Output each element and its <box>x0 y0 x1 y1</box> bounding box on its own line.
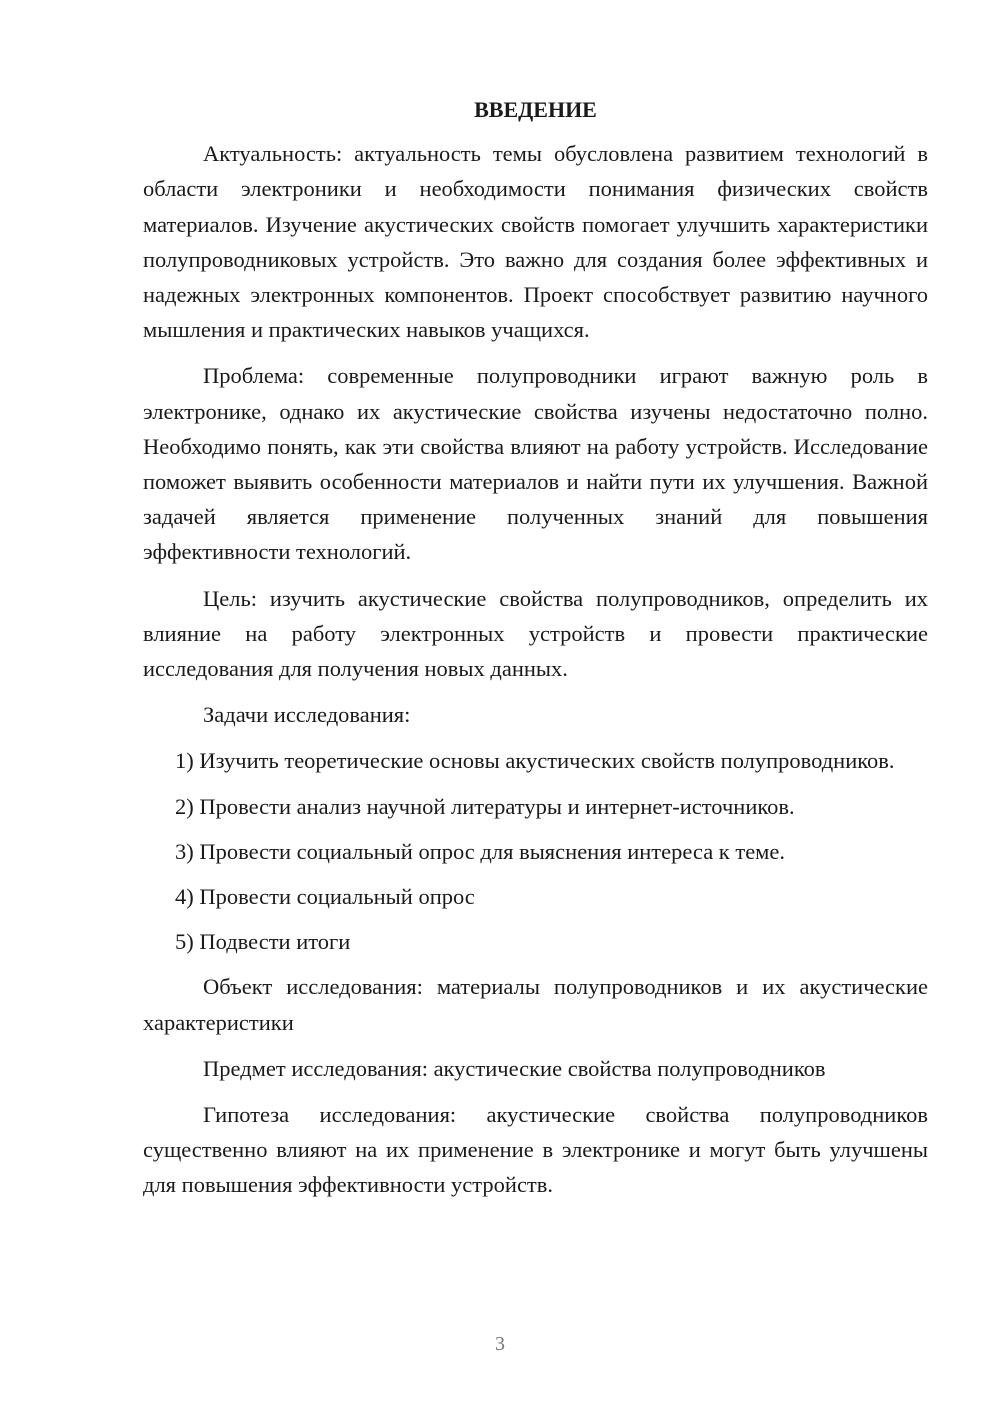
goal-paragraph: Цель: изучить акустические свойства полупроводников, определить их влияние на работу электронных устройств и провести практические исследования для получения новых данных. <box>143 585 928 682</box>
relevance-paragraph: Актуальность: актуальность темы обусловлена развитием технологий в области электроники и необходимости понимания физических свойств материалов. Изучение акустических свойств помогает улучшить характеристики полупроводниковых устройств. Это важно для создания более эффективных и надежных электронных компонентов. Проект способствует развитию научного мышления и практических навыков учащихся. <box>143 141 928 343</box>
page-number: 3 <box>495 1333 505 1355</box>
task-item: 1) Изучить теоретические основы акустических свойств полупроводников. <box>175 748 895 774</box>
task-item: 4) Провести социальный опрос <box>175 884 475 910</box>
task-item: 3) Провести социальный опрос для выяснения интереса к теме. <box>175 838 786 864</box>
document-body <box>143 92 928 1214</box>
hypothesis-paragraph: Гипотеза исследования: акустические свойства полупроводников существенно влияют на их применение в электронике и могут быть улучшены для повышения эффективности устройств. <box>143 1102 928 1198</box>
task-item: 2) Провести анализ научной литературы и интернет-источников. <box>175 793 795 819</box>
tasks-list <box>143 743 928 959</box>
object-paragraph: Объект исследования: материалы полупроводников и их акустические характеристики <box>143 974 928 1035</box>
subject-paragraph: Предмет исследования: акустические свойства полупроводников <box>203 1055 826 1081</box>
tasks-heading: Задачи исследования: <box>203 702 411 728</box>
task-item: 5) Подвести итоги <box>175 929 351 955</box>
problem-paragraph: Проблема: современные полупроводники играют важную роль в электронике, однако их акустические свойства изучены недостаточно полно. Необходимо понять, как эти свойства влияют на работу устройств. Исследование поможет выявить особенности материалов и найти пути их улучшения. Важной задачей является применение полученных знаний для повышения эффективности технологий. <box>143 363 928 565</box>
section-title: ВВЕДЕНИЕ <box>474 97 597 122</box>
